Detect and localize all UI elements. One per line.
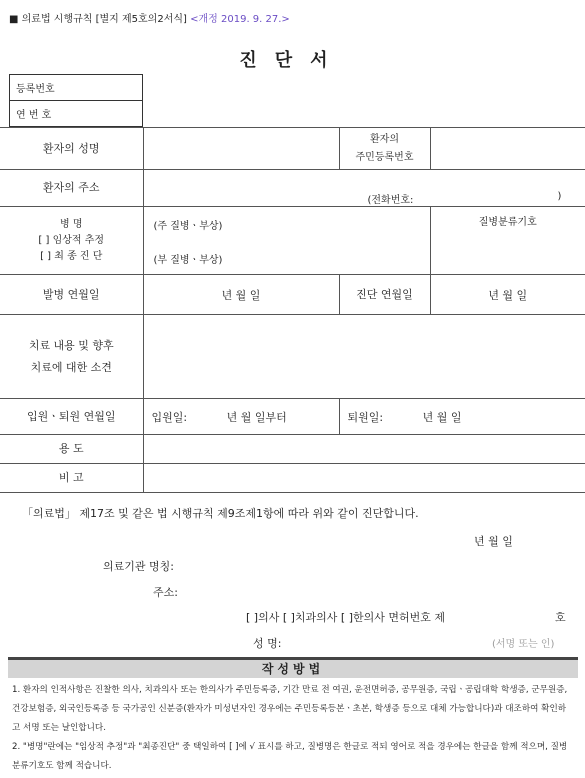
- use-field[interactable]: [143, 435, 585, 464]
- registration-box: [9, 74, 143, 127]
- patient-address-field[interactable]: (전화번호: ): [143, 170, 585, 207]
- patient-name-field[interactable]: [143, 128, 339, 170]
- discharge-date-field[interactable]: 퇴원일: 년 월 일: [339, 399, 585, 435]
- admission-label: 입원ㆍ퇴원 연월일: [0, 399, 143, 435]
- signature-note: (서명 또는 인): [492, 639, 555, 650]
- registration-number-field[interactable]: 등록번호: [10, 75, 143, 101]
- institution-label: 의료기관 명칭:: [103, 560, 174, 573]
- certification-statement: 「의료법」 제17조 및 같은 법 시행규칙 제9조제1항에 따라 위와 같이 진단합니다.: [22, 507, 419, 520]
- sub-disease-label: (부 질병ㆍ부상): [153, 255, 223, 266]
- remark-field[interactable]: [143, 464, 585, 493]
- disease-field[interactable]: [143, 207, 430, 275]
- discharge-label: 퇴원일:: [347, 410, 384, 424]
- patient-name-label: 환자의 성명: [0, 128, 143, 170]
- license-type-options[interactable]: [ ]의사 [ ]치과의사 [ ]한의사 면허번호 제: [246, 611, 445, 624]
- patient-rrn-label: 환자의 주민등록번호: [339, 128, 430, 170]
- signature-label: 성 명:: [253, 637, 282, 650]
- form-header: [9, 10, 290, 25]
- remark-label: 비 고: [0, 464, 143, 493]
- onset-date-field[interactable]: 년 월 일: [143, 275, 339, 315]
- diagnosis-date-field[interactable]: 년 월 일: [430, 275, 585, 315]
- main-disease-label: (주 질병ㆍ부상): [153, 221, 223, 232]
- final-diagnosis-checkbox[interactable]: [ ] 최 종 진 단: [40, 250, 103, 262]
- use-label: 용 도: [0, 435, 143, 464]
- serial-number-field[interactable]: 연 번 호: [10, 101, 143, 127]
- license-end: 호: [555, 611, 566, 624]
- issue-date: 년 월 일: [474, 535, 513, 548]
- instruction-item-2: 2. "병명"란에는 "임상적 추정"과 "최종진단" 중 택일하여 [ ]에 √ 표시를 하고, 질병명은 한글로 적되 영어로 적을 경우에는 한글을 함께 적으며, 질병분류기호도 함께 적습니다.: [12, 742, 568, 771]
- patient-rrn-field[interactable]: [430, 128, 585, 170]
- patient-address-label: 환자의 주소: [0, 170, 143, 207]
- phone-label: (전화번호:: [367, 195, 414, 206]
- document-title: 진단서: [239, 50, 346, 71]
- clinical-estimate-checkbox[interactable]: [ ] 임상적 추정: [38, 234, 105, 246]
- onset-date-label: 발병 연월일: [0, 275, 143, 315]
- disease-code-field[interactable]: [430, 207, 585, 275]
- opinion-field[interactable]: [143, 315, 585, 399]
- instructions-box: [8, 657, 578, 778]
- disease-label: 병 명 [ ] 임상적 추정 [ ] 최 종 진 단: [0, 207, 143, 275]
- opinion-label: 치료 내용 및 향후 치료에 대한 소견: [0, 315, 143, 399]
- admission-date-field[interactable]: 입원일: 년 월 일부터: [143, 399, 339, 435]
- instructions-title: 작성방법: [8, 660, 578, 678]
- form-law-reference: ■ 의료법 시행규칙 [별지 제5호의2서식]: [9, 14, 187, 25]
- revision-date: <개정 2019. 9. 27.>: [190, 14, 290, 25]
- institution-address-label: 주소:: [153, 586, 178, 599]
- admit-label: 입원일:: [151, 410, 188, 424]
- diagnosis-date-label: 진단 연월일: [339, 275, 430, 315]
- instruction-item-1: 1. 환자의 인적사항은 진찰한 의사, 치과의사 또는 한의사가 주민등록증, 기간 만료 전 여권, 운전면허증, 공무원증, 국립ㆍ공립대학 학생증, 군무원증, 건강보험증, 외국인등록증 등 국가공인 신분증(환자가 미성년자인 경우에는 주민등록등본ㆍ초본, 학생증 등으로 대체 가능합니다)과 대조하여 확인하고 서명 또는 날인합니다.: [12, 685, 568, 733]
- disease-code-label: 질병분류기호: [478, 217, 537, 228]
- diagnosis-table: [0, 127, 585, 493]
